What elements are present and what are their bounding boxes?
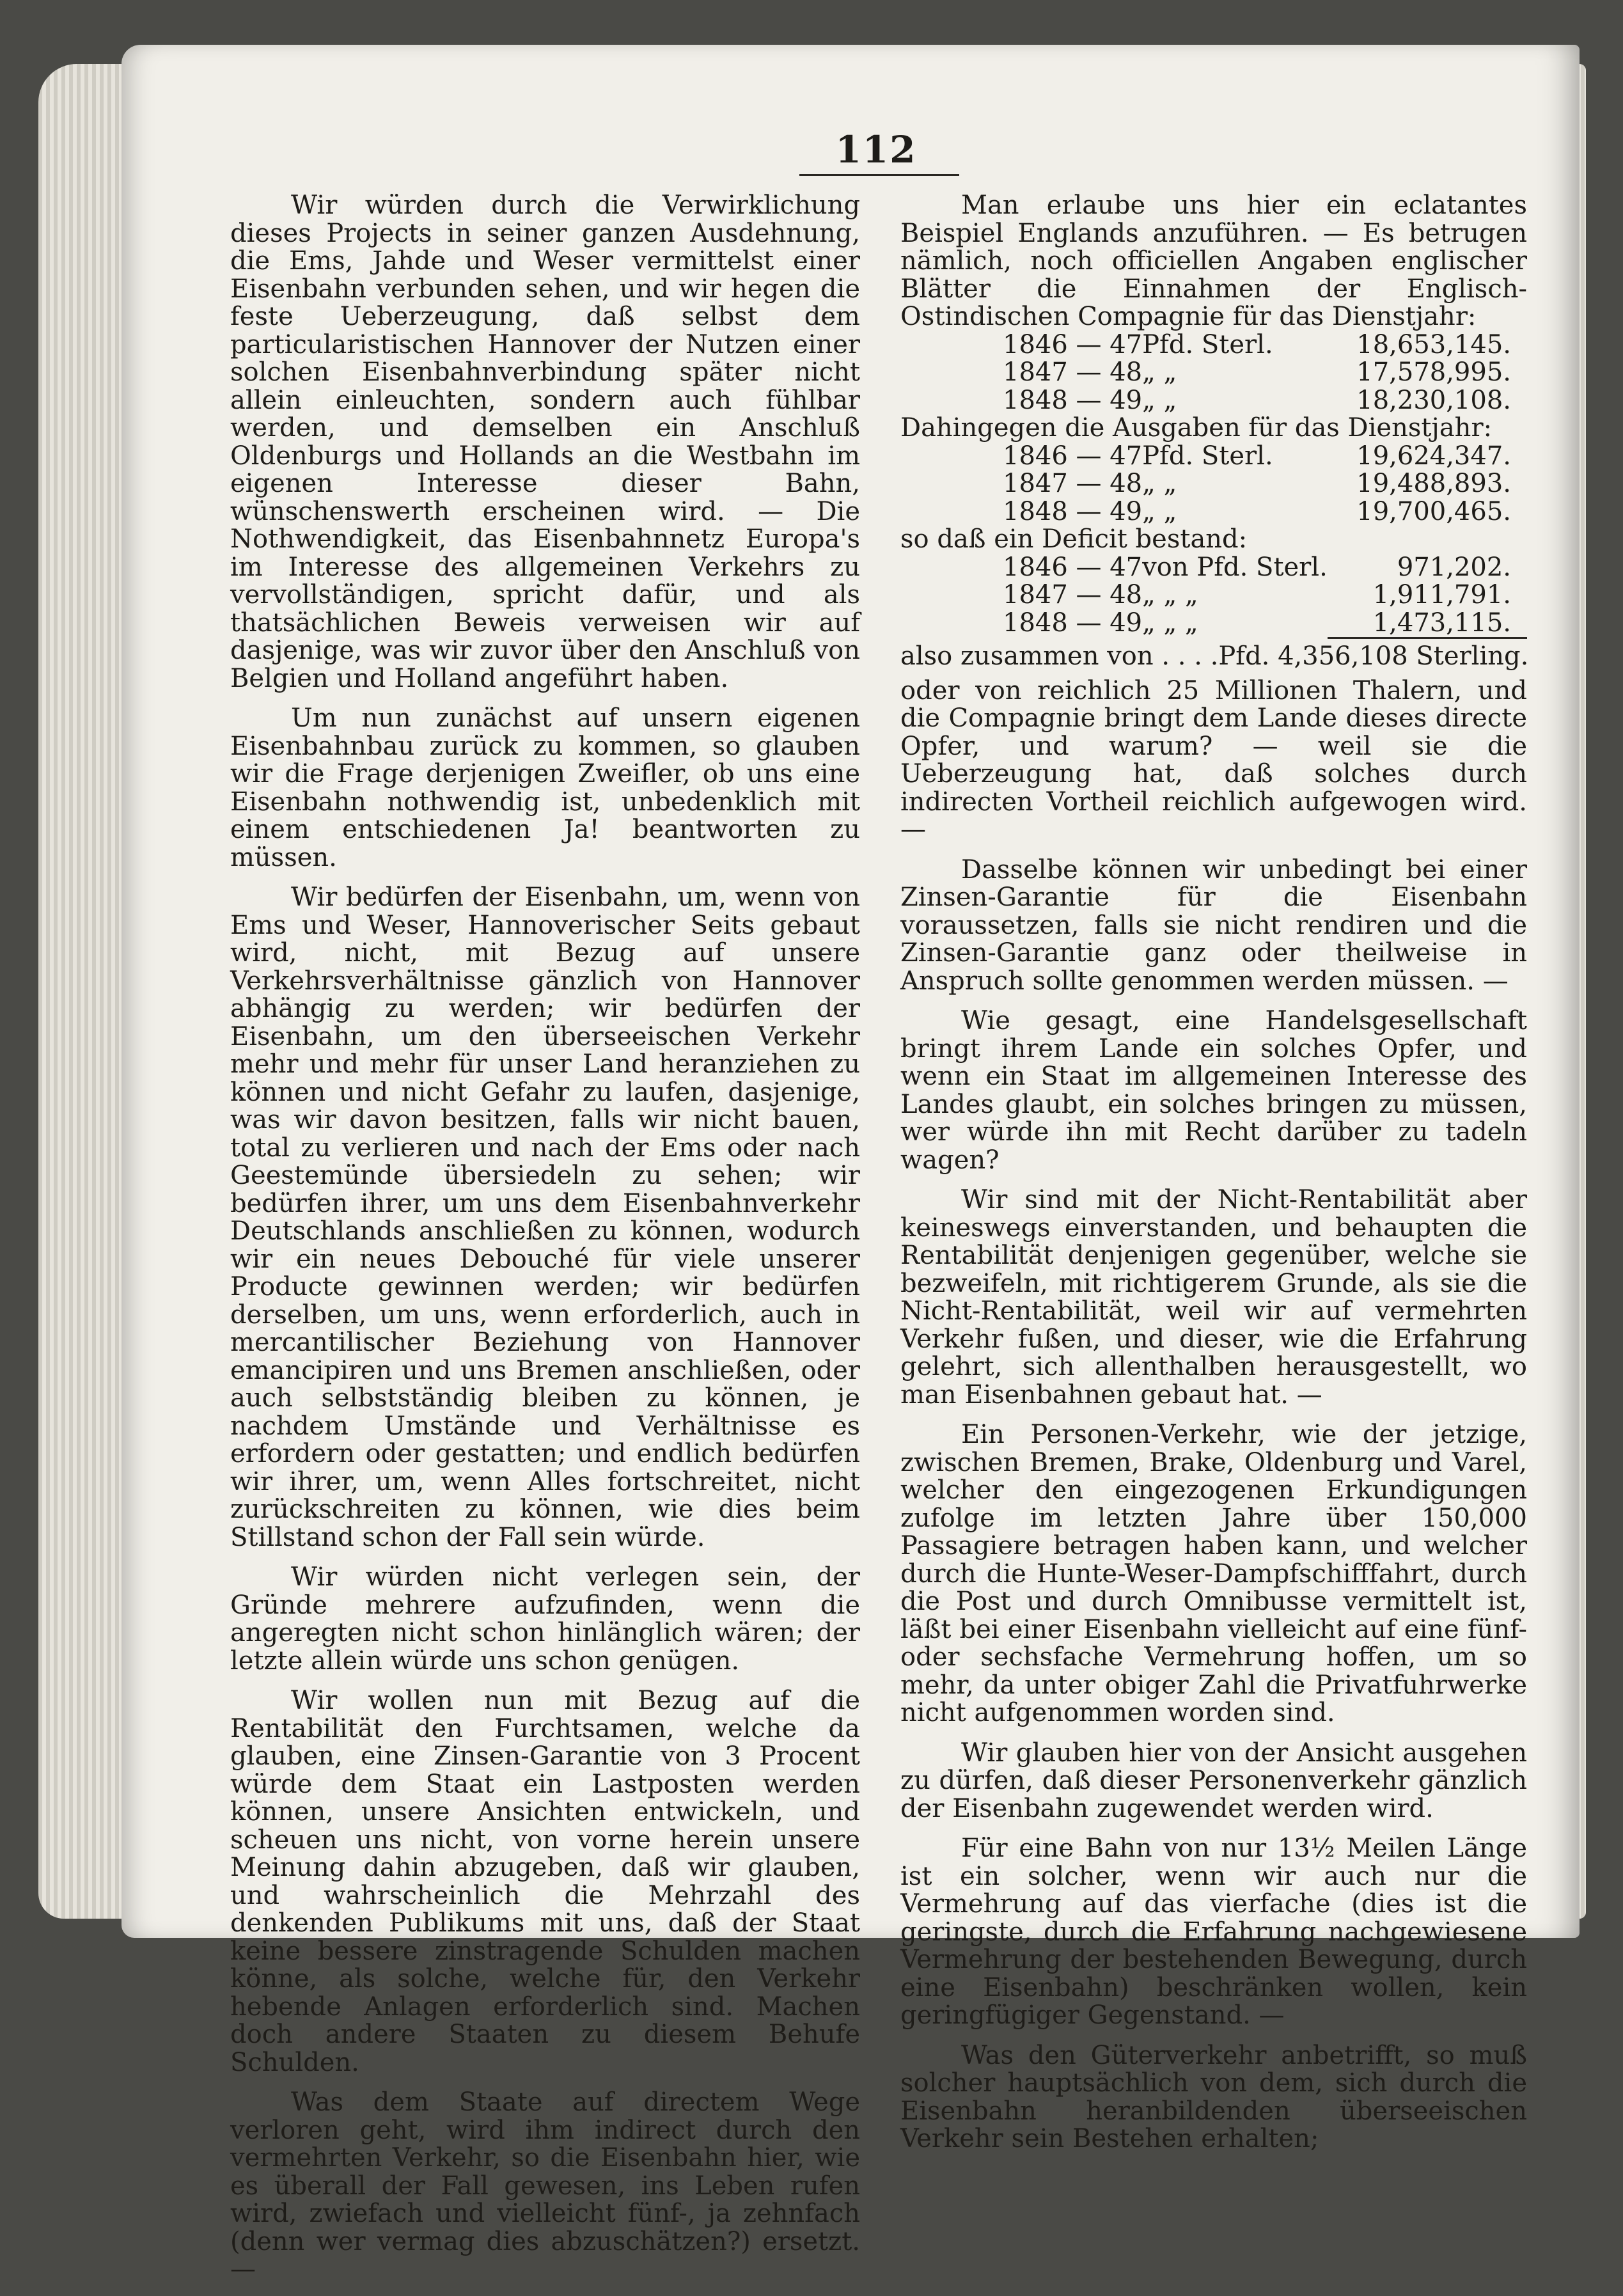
value-cell: 19,488,893.: [1356, 469, 1511, 498]
unit-cell: „ „: [1142, 385, 1177, 415]
year-cell: 1847 — 48: [1003, 469, 1143, 498]
value-cell: 18,653,145.: [1356, 329, 1511, 359]
year-cell: 1848 — 49: [1003, 496, 1143, 526]
right-paragraph-2: Dasselbe können wir unbedingt bei einer Zinsen-Garantie für die Eisenbahn voraussetzen, falls sie nicht rendiren und die Zinsen-Garantie ganz oder theilweise in Anspruch sollte genommen werden müssen. —: [900, 854, 1527, 996]
deficit-table: [900, 554, 1527, 640]
page-number: 112: [835, 128, 917, 171]
expenses-intro: Dahingegen die Ausgaben für das Dienstjahr:: [900, 413, 1493, 443]
unit-cell: Pfd. Sterl.: [1142, 441, 1273, 471]
value-cell: 19,700,465.: [1356, 496, 1511, 526]
right-intro: Man erlaube uns hier ein eclatantes Beispiel Englands anzuführen. — Es betrugen nämlich, noch officiellen Angaben englischer Blätter die Einnahmen der Englisch-Ostindischen Compagnie für das Dienstjahr:: [900, 191, 1527, 331]
right-column: [900, 192, 1527, 2166]
table-row: [900, 387, 1527, 415]
table-row: [900, 609, 1527, 638]
table-row: [900, 443, 1527, 471]
right-paragraph-8: Was den Güterverkehr anbetrifft, so muß solcher hauptsächlich von dem, sich durch die Eisenbahn heranbildenden überseeischen Verkehr sein Bestehen erhalten;: [900, 2040, 1527, 2153]
left-paragraph-1: Wir würden durch die Verwirklichung dieses Projects in seiner ganzen Ausdehnung, die Ems, Jahde und Weser vermittelst einer Eisenbahn verbunden sehen, und wir hegen die feste Ueberzeugung, daß selbst dem particularistischen Hannover der Nutzen einer solchen Eisenbahnverbindung später nicht allein einleuchten, sondern auch fühlbar werden, und demselben ein Anschluß Oldenburgs und Hollands an die Westbahn im eigenen Interesse dieser Bahn, wünschenswerth erscheinen wird. — Die Nothwendigkeit, das Eisenbahnnetz Europa's im Interesse des allgemeinen Verkehrs zu vervollständigen, spricht dafür, und als thatsächlichen Beweis verweisen wir auf dasjenige, was wir zuvor über den Anschluß von Belgien und Holland angeführt haben.: [230, 191, 860, 693]
table-row: [900, 554, 1527, 582]
unit-cell: „ „: [1142, 469, 1177, 498]
right-paragraph-6: Wir glauben hier von der Ansicht ausgehen zu dürfen, daß dieser Personenverkehr gänzlich der Eisenbahn zugewendet werden wird.: [900, 1738, 1527, 1823]
expenses-table: [900, 443, 1527, 526]
left-paragraph-3: Wir bedürfen der Eisenbahn, um, wenn von Ems und Weser, Hannoverischer Seits gebaut wird, nicht, mit Bezug auf unsere Verkehrsverhältnisse gänzlich von Hannover abhängig zu werden; wir bedürfen der Eisenbahn, um den überseeischen Verkehr mehr und mehr für unser Land heranziehen zu können und nicht Gefahr zu laufen, dasjenige, was wir davon besitzen, falls wir nicht bauen, total zu verlieren und nach der Ems oder nach Geestemünde übersiedeln zu sehen; wir bedürfen ihrer, um uns dem Eisenbahnverkehr Deutschlands anschließen zu können, wodurch wir ein neues Debouché für viele unserer Producte gewinnen werden; wir bedürfen derselben, um uns, wenn erforderlich, auch in mercantilischer Beziehung von Hannover emancipiren und uns Bremen anschließen, oder auch selbstständig bleiben zu können, je nachdem Umstände und Verhältnisse es erfordern oder gestatten; und endlich bedürfen wir ihrer, um, wenn Alles fortschreitet, nicht zurückschreiten zu können, wie dies beim Stillstand schon der Fall sein würde.: [230, 883, 860, 1552]
table-row: [900, 359, 1527, 387]
unit-cell: „ „ „: [1142, 580, 1198, 609]
total-line: [900, 643, 1527, 671]
total-value: Pfd. 4,356,108 Sterling.: [1218, 641, 1529, 671]
left-column: [230, 192, 860, 2296]
left-paragraph-5: Wir wollen nun mit Bezug auf die Rentabilität den Furchtsamen, welche da glauben, eine Zinsen-Garantie von 3 Procent würde dem Staat ein Lastposten werden können, unsere Ansichten entwickeln, und scheuen uns nicht, von vorne herein unsere Meinung dahin abzugeben, daß wir glauben, und wahrscheinlich die Mehrzahl des denkenden Publikums mit uns, daß der Staat keine bessere zinstragende Schulden machen könne, als solche, welche für, den Verkehr hebende Anlagen erforderlich sind. Machen doch andere Staaten zu diesem Behufe Schulden.: [230, 1686, 860, 2077]
value-cell: 19,624,347.: [1356, 441, 1511, 471]
year-cell: 1848 — 49: [1003, 385, 1143, 415]
unit-cell: „ „ „: [1142, 608, 1198, 638]
year-cell: 1847 — 48: [1003, 358, 1143, 387]
value-cell: 1,473,115.: [1328, 609, 1527, 638]
value-cell: 1,911,791.: [1372, 580, 1511, 609]
header-rule: [799, 174, 959, 176]
deficit-intro: so daß ein Deficit bestand:: [900, 524, 1248, 554]
table-row: [900, 498, 1527, 526]
year-cell: 1847 — 48: [1003, 580, 1143, 609]
left-paragraph-2: Um nun zunächst auf unsern eigenen Eisenbahnbau zurück zu kommen, so glauben wir die Frage derjenigen Zweifler, ob uns eine Eisenbahn nothwendig ist, unbedenklich mit einem entschiedenen Ja! beantworten zu müssen.: [230, 704, 860, 872]
year-cell: 1846 — 47: [1003, 552, 1143, 582]
table-row: [900, 470, 1527, 498]
left-paragraph-4: Wir würden nicht verlegen sein, der Gründe mehrere aufzufinden, wenn die angeregten nicht schon hinlänglich wären; der letzte allein würde uns schon genügen.: [230, 1562, 860, 1676]
unit-cell: „ „: [1142, 496, 1177, 526]
right-paragraph-5: Ein Personen-Verkehr, wie der jetzige, zwischen Bremen, Brake, Oldenburg und Varel, welcher den eingezogenen Erkundigungen zufolge im letzten Jahre über 150,000 Passagiere betragen haben kann, und welcher durch die Hunte-Weser-Dampfschifffahrt, durch die Post und durch Omnibusse vermittelt ist, läßt bei einer Eisenbahn vielleicht auf eine fünf- oder sechsfache Vermehrung hoffen, um so mehr, da unter obiger Zahl die Privatfuhrwerke nicht aufgenommen worden sind.: [900, 1420, 1527, 1727]
unit-cell: „ „: [1142, 358, 1177, 387]
left-paragraph-6: Was dem Staate auf directem Wege verloren geht, wird ihm indirect durch den vermehrten Verkehr, so die Eisenbahn hier, wie es überall der Fall gewesen, ins Leben rufen wird, zwiefach und vielleicht fünf-, ja zehnfach (denn wer vermag dies abzuschätzen?) ersetzt. —: [230, 2088, 860, 2284]
right-paragraph-4: Wir sind mit der Nicht-Rentabilität aber keineswegs einverstanden, und behaupten die Rentabilität denjenigen gegenüber, welche sie bezweifeln, mit richtigerem Grunde, als sie die Nicht-Rentabilität, weil wir auf vermehrten Verkehr fußen, und dieser, wie die Erfahrung gelehrt, sich allenthalben herausgestellt, wo man Eisenbahnen gebaut hat. —: [900, 1185, 1527, 1410]
right-paragraph-3: Wie gesagt, eine Handelsgesellschaft bringt ihrem Lande ein solches Opfer, und wenn ein Staat im allgemeinen Interesse des Landes glaubt, ein solches bringen zu müssen, wer würde ihn mit Recht darüber zu tadeln wagen?: [900, 1006, 1527, 1175]
year-cell: 1846 — 47: [1003, 329, 1143, 359]
total-label: also zusammen von . . . .: [900, 641, 1219, 671]
value-cell: 17,578,995.: [1356, 358, 1511, 387]
table-row: [900, 581, 1527, 609]
right-paragraph-7: Für eine Bahn von nur 13½ Meilen Länge ist ein solcher, wenn wir auch nur die Vermehrung auf das vierfache (dies ist die geringste, durch die Erfahrung nachgewiesene Vermehrung der bestehenden Bewegung, durch eine Eisenbahn) beschränken wollen, kein geringfügiger Gegenstand. —: [900, 1834, 1527, 2030]
unit-cell: Pfd. Sterl.: [1142, 329, 1273, 359]
value-cell: 18,230,108.: [1356, 385, 1511, 415]
value-cell: 971,202.: [1397, 552, 1511, 582]
year-cell: 1848 — 49: [1003, 608, 1143, 638]
right-paragraph-1: oder von reichlich 25 Millionen Thalern, und die Compagnie bringt dem Lande dieses directe Opfer, und warum? — weil sie die Ueberzeugung hat, daß solches durch indirecten Vortheil reichlich aufgewogen wird. —: [900, 675, 1527, 844]
unit-cell: von Pfd. Sterl.: [1142, 552, 1328, 582]
table-row: [900, 331, 1527, 359]
income-table: [900, 331, 1527, 415]
year-cell: 1846 — 47: [1003, 441, 1143, 471]
